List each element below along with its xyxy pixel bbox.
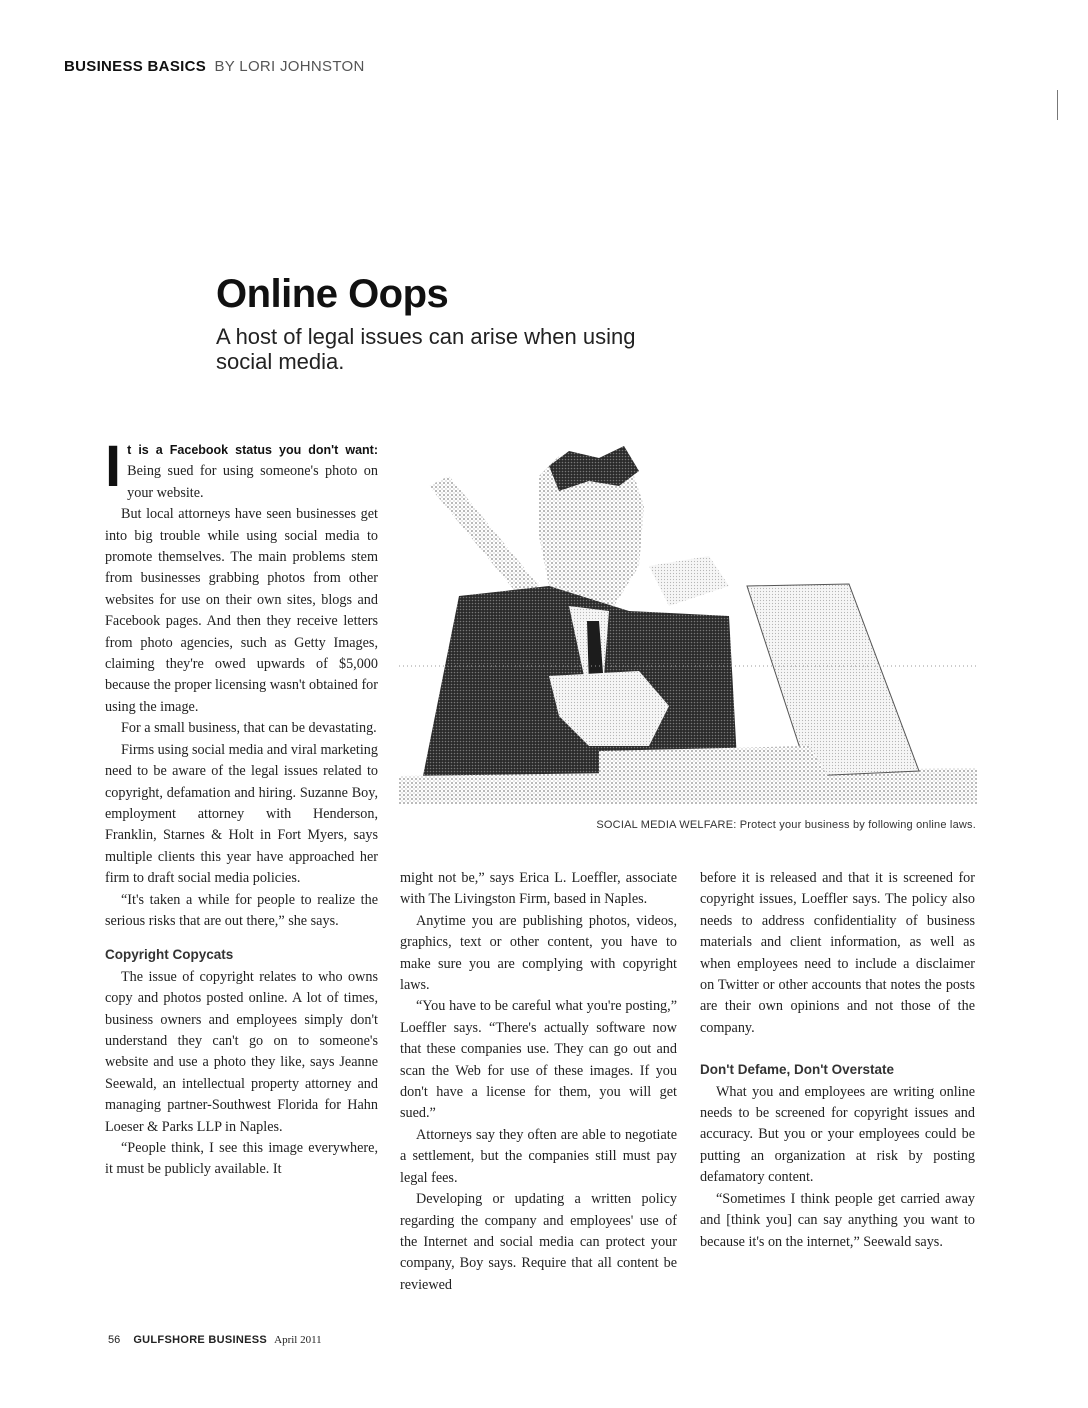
- body-paragraph: For a small business, that can be devastating.: [121, 720, 377, 737]
- body-paragraph: before it is released and that it is screened for copyright issues, Loeffler says. The policy also needs to address confidentiality of business materials and client information, as well as when employees need to include a disclaimer on Twitter or other accounts that notes the posts are their own opinions and not those of the company.: [700, 870, 975, 1036]
- body-paragraph: might not be,” says Erica L. Loeffler, associate with The Livingston Firm, based in Naples.: [400, 870, 677, 908]
- drop-cap: I: [105, 434, 122, 499]
- byline: BY LORI JOHNSTON: [214, 58, 365, 75]
- subheading-copyright: Copyright Copycats: [105, 947, 234, 963]
- column-1: [105, 434, 378, 1181]
- body-paragraph: “It's taken a while for people to realize the serious risks that are out there,” she says.: [105, 891, 378, 929]
- magazine-name: GULFSHORE BUSINESS: [133, 1334, 268, 1346]
- page-footer: [108, 1334, 322, 1346]
- body-paragraph: “Sometimes I think people get carried away and [think you] can say anything you want to because it's on the internet,” Seewald says.: [700, 1190, 975, 1250]
- photo-caption: SOCIAL MEDIA WELFARE: Protect your business by following online laws.: [596, 819, 976, 831]
- article-dek: A host of legal issues can arise when using social media.: [216, 324, 636, 374]
- article-title: Online Oops: [216, 272, 449, 316]
- body-paragraph: Firms using social media and viral marketing need to be aware of the legal issues related to copyright, defamation and hiring. Suzanne Boy, employment attorney with Henderson, Franklin, Starnes & Holt in Fort Myers, says multiple clients this year have approached her firm to draft social media policies.: [105, 741, 378, 887]
- article-photo: [399, 446, 977, 804]
- page-number: 56: [108, 1334, 121, 1346]
- section-name: BUSINESS BASICS: [64, 58, 207, 75]
- body-paragraph: “You have to be careful what you're posting,” Loeffler says. “There's actually software now that these companies use. They can go out and scan the Web for use of these images. If you don't have a license for them, you will get sued.”: [400, 998, 677, 1122]
- subheading-defame: Don't Defame, Don't Overstate: [700, 1062, 894, 1078]
- photo-illustration: [399, 446, 977, 804]
- scan-edge-mark: [1057, 90, 1058, 120]
- body-paragraph: But local attorneys have seen businesses get into big trouble while using social media to promote themselves. The main problems stem from businesses grabbing photos from other websites for use on their own sites, blogs and Facebook pages. And then they receive letters from photo agencies, such as Getty Images, claiming they're owed upwards of $5,000 because the proper licensing wasn't obtained for using the image.: [105, 506, 378, 715]
- lead-rest: Being sued for using someone's photo on your website.: [127, 463, 378, 501]
- lead-in: t is a Facebook status you don't want:: [127, 443, 378, 457]
- lead-paragraph: [105, 434, 378, 504]
- section-kicker: [64, 58, 365, 75]
- body-paragraph: The issue of copyright relates to who owns copy and photos posted online. A lot of times, business owners and employees simply don't understand they can't go on to someone's website and use a photo they like, says Jeanne Seewald, an intellectual property attorney and managing partner-Southwest Florida for Hahn Loeser & Parks LLP in Naples.: [105, 968, 378, 1135]
- body-paragraph: Developing or updating a written policy regarding the company and employees' use of the Internet and social media can protect your company, Boy says. Require that all content be reviewed: [400, 1191, 677, 1293]
- body-paragraph: What you and employees are writing online needs to be screened for copyright issues and accuracy. But you or your employees could be putting an organization at risk by posting defamatory content.: [700, 1083, 975, 1186]
- column-2: [400, 868, 677, 1296]
- body-paragraph: Anytime you are publishing photos, videos, graphics, text or other content, you have to make sure you are complying with copyright laws.: [400, 912, 677, 994]
- body-paragraph: “People think, I see this image everywhere, it must be publicly available. It: [105, 1140, 378, 1178]
- body-paragraph: Attorneys say they often are able to negotiate a settlement, but the companies still must pay legal fees.: [400, 1126, 677, 1186]
- issue-date: April 2011: [274, 1334, 322, 1346]
- column-3: [700, 868, 975, 1253]
